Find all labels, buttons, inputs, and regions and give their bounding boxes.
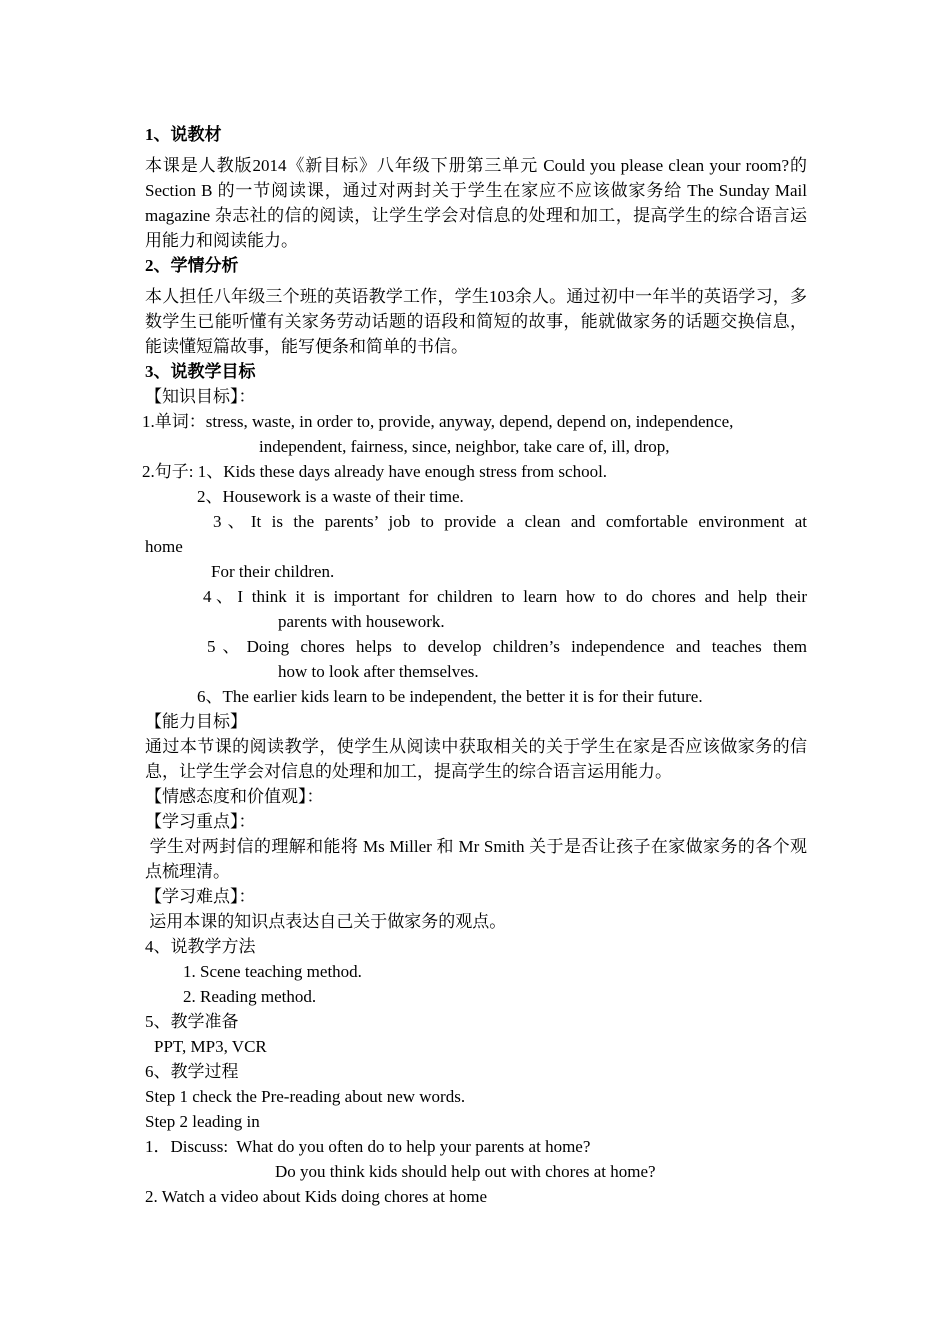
discuss-line-1: 1．Discuss: What do you often do to help your parents at home? xyxy=(145,1137,591,1156)
section-2-paragraph: 本人担任八年级三个班的英语教学工作，学生103余人。通过初中一年半的英语学习，多数学生已能听懂有关家务劳动话题的语段和简短的故事，能就做家务的话题交换信息，能读懂短篇故事，能写便条和简单的书信。 xyxy=(145,287,807,356)
method-item-1: 1. Scene teaching method. xyxy=(183,962,362,981)
sentence-5-line-2: how to look after themselves. xyxy=(278,662,479,681)
document-body xyxy=(142,122,807,1209)
sentence-4-line-2: parents with housework. xyxy=(278,612,445,631)
method-item-2: 2. Reading method. xyxy=(183,987,317,1006)
vocabulary-line-1: 1.单词：stress, waste, in order to, provide, anyway, depend, depend on, independence, xyxy=(142,412,734,431)
section-5-heading: 5、教学准备 xyxy=(145,1012,239,1031)
step-2: Step 2 leading in xyxy=(145,1112,260,1131)
knowledge-goal-label: 【知识目标】： xyxy=(145,387,256,406)
ability-goal-paragraph: 通过本节课的阅读教学，使学生从阅读中获取相关的关于学生在家是否应该做家务的信息，让学生学会对信息的处理和加工，提高学生的综合语言运用能力。 xyxy=(145,737,807,781)
sentence-1: 2.句子: 1、Kids these days already have enough stress from school. xyxy=(142,462,608,481)
difficulty-label: 【学习难点】： xyxy=(145,887,256,906)
section-1-paragraph: 本课是人教版2014《新目标》八年级下册第三单元 Could you please clean your room?的 Section B 的一节阅读课，通过对两封关于学生在家应不应该做家务给 The Sunday Mail magazine 杂志社的信的阅读，让学生学会对信息的处理和加工，提高学生的综合语言运用能力和阅读能力。 xyxy=(145,156,807,250)
section-1-heading: 1、说教材 xyxy=(145,125,222,144)
sentence-5-line-1: 5、Doing chores helps to develop children’s independence and teaches them xyxy=(207,637,807,656)
sentence-3-line-2: home xyxy=(145,537,183,556)
sentence-3-line-1: 3、It is the parents’ job to provide a clean and comfortable environment at xyxy=(213,512,807,531)
sentence-2: 2、Housework is a waste of their time. xyxy=(197,487,464,506)
section-3-heading: 3、说教学目标 xyxy=(145,362,256,381)
vocabulary-line-2: independent, fairness, since, neighbor, take care of, ill, drop, xyxy=(259,437,670,456)
watch-video-line: 2. Watch a video about Kids doing chores at home xyxy=(145,1187,488,1206)
sentence-6: 6、The earlier kids learn to be independent, the better it is for their future. xyxy=(197,687,703,706)
sentence-4-line-1: 4、I think it is important for children to learn how to do chores and help their xyxy=(203,587,807,606)
difficulty-paragraph: 运用本课的知识点表达自己关于做家务的观点。 xyxy=(145,912,507,931)
preparation-text: PPT, MP3, VCR xyxy=(154,1037,267,1056)
discuss-line-2: Do you think kids should help out with chores at home? xyxy=(275,1162,656,1181)
sentence-3-line-3: For their children. xyxy=(211,562,335,581)
ability-goal-label: 【能力目标】 xyxy=(145,712,247,731)
step-1: Step 1 check the Pre-reading about new words. xyxy=(145,1087,466,1106)
section-2-heading: 2、学情分析 xyxy=(145,256,239,275)
key-point-label: 【学习重点】： xyxy=(145,812,256,831)
section-4-heading: 4、说教学方法 xyxy=(145,937,256,956)
key-point-paragraph: 学生对两封信的理解和能将 Ms Miller 和 Mr Smith 关于是否让孩子在家做家务的各个观点梳理清。 xyxy=(145,837,807,881)
emotion-goal-label: 【情感态度和价值观】： xyxy=(145,787,324,806)
section-6-heading: 6、教学过程 xyxy=(145,1062,239,1081)
